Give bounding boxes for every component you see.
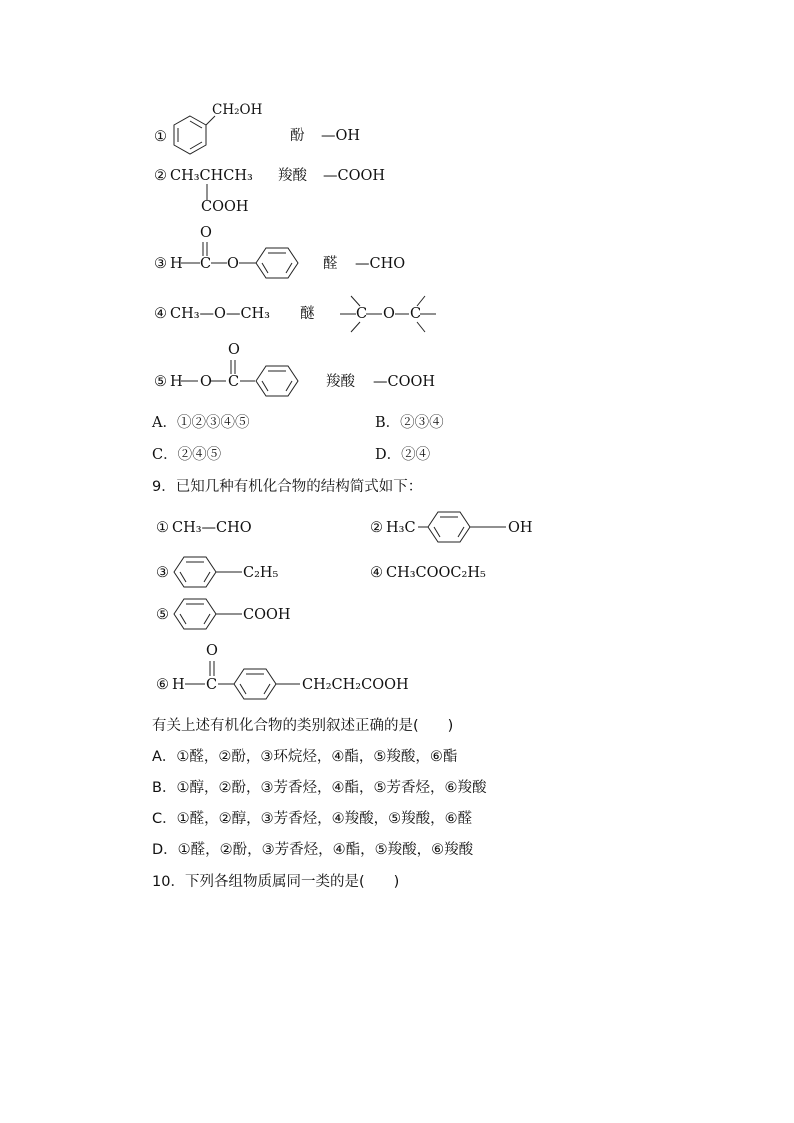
bonds [180,238,260,268]
ether-bonds [338,292,438,334]
branch-group: COOH [201,199,249,215]
methyl-group: H₃C [386,520,416,536]
bonds [183,656,303,696]
functional-group: —OH [321,128,361,144]
carboxyl-group: COOH [243,607,291,623]
functional-group: —CHO [355,256,406,272]
atom-h: H [172,677,185,693]
atom-c: C [206,677,218,693]
option-letter: C． [152,447,178,463]
atom-h: H [170,374,183,390]
option-c[interactable] [152,810,472,828]
class-name: 醚 [300,306,315,322]
formula: CH₃—CHO [172,520,252,536]
formula: CH₃CHCH₃ [170,168,253,184]
benzene-ring-icon [172,556,244,590]
formula: CH₃—O—CH₃ [170,306,270,322]
atom-h: H [170,256,183,272]
option-d[interactable] [375,446,430,464]
option-b[interactable] [152,779,486,797]
item-number: ④ [370,565,383,581]
ethyl-group: C₂H₅ [243,565,279,581]
q9-stem: 9．已知几种有机化合物的结构简式如下： [152,479,423,495]
class-name: 醛 [323,256,338,272]
item-number: ③ [156,565,169,581]
carbonyl-oxygen: O [206,643,218,659]
option-text: ②④ [401,447,431,463]
option-letter: C． [152,811,177,827]
item-number: ⑤ [156,607,169,623]
item-number: ② [154,168,167,184]
item-number: ④ [154,306,167,322]
item-number: ① [154,129,167,145]
item-number: ② [370,520,383,536]
item-number: ① [156,520,169,536]
option-letter: B． [375,415,401,431]
option-c[interactable] [152,446,221,464]
class-name: 羧酸 [278,168,307,184]
option-text: ①醛，②酚，③芳香烃，④酯，⑤羧酸，⑥羧酸 [177,842,474,858]
option-letter: A． [152,415,177,431]
atom-c: C [356,306,368,322]
q9-question: 有关上述有机化合物的类别叙述正确的是( ) [152,718,454,734]
atom-c: C [228,374,240,390]
benzene-ring-icon [172,598,244,632]
class-name: 酚 [290,128,305,144]
atom-o: O [227,256,239,272]
option-b[interactable] [375,414,444,432]
option-text: ②④⑤ [177,447,222,463]
option-letter: D． [375,447,402,463]
option-d[interactable] [152,841,473,859]
option-text: ①醛，②酚，③环烷烃，④酯，⑤羧酸，⑥酯 [176,749,458,765]
bonds [180,356,260,386]
benzene-ring-icon [254,247,300,281]
option-a[interactable] [152,748,457,766]
benzene-ring-icon [170,114,210,158]
chain-group: CH₂CH₂COOH [302,677,409,693]
option-text: ①醇，②酚，③芳香烃，④酯，⑤芳香烃，⑥羧酸 [176,780,487,796]
carbonyl-oxygen: O [200,225,212,241]
option-text: ①醛，②醇，③芳香烃，④羧酸，⑤羧酸，⑥醛 [176,811,473,827]
option-letter: A． [152,749,177,765]
class-name: 羧酸 [326,374,355,390]
functional-group: —COOH [323,168,386,184]
substituent: CH₂OH [212,102,263,118]
option-letter: D． [152,842,178,858]
functional-group: —COOH [373,374,436,390]
atom-o: O [200,374,212,390]
item-number: ⑤ [154,374,167,390]
item-number: ③ [154,256,167,272]
benzene-ring-icon [418,511,508,545]
option-letter: B． [152,780,177,796]
option-text: ①②③④⑤ [176,415,250,431]
atom-c: C [200,256,212,272]
item-number: ⑥ [156,677,169,693]
option-text: ②③④ [400,415,444,431]
hydroxyl-group: OH [508,520,533,536]
formula: CH₃COOC₂H₅ [386,565,486,581]
atom-c: C [410,306,422,322]
carbonyl-oxygen: O [228,342,240,358]
q10-stem: 10．下列各组物质属同一类的是( ) [152,874,400,890]
option-a[interactable] [152,414,249,432]
benzene-ring-icon [254,365,300,399]
atom-o: O [383,306,395,322]
